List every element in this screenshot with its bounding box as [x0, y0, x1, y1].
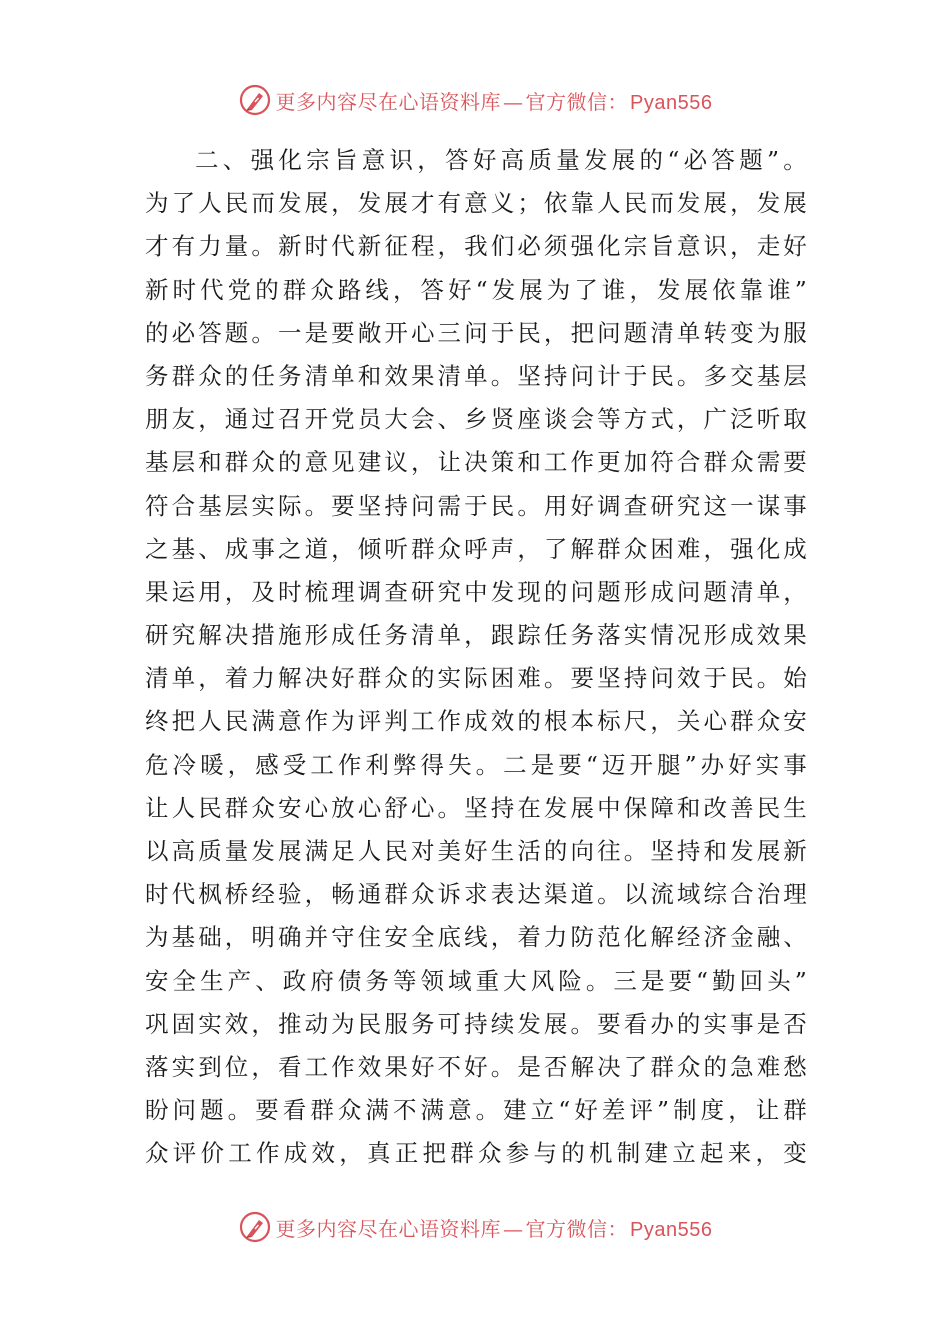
watermark-label: 官方微信： — [525, 1216, 629, 1241]
body-line: 众评价工作成效，真正把群众参与的机制建立起来，变 — [145, 1139, 807, 1168]
body-line: 的必答题。一是要敞开心三问于民，把问题清单转变为服 — [145, 318, 807, 347]
watermark-account: Pyan556 — [630, 1218, 713, 1241]
document-body — [145, 139, 807, 1176]
body-line: 才有力量。新时代新征程，我们必须强化宗旨意识，走好 — [145, 232, 807, 261]
body-line: 巩固实效，推动为民服务可持续发展。要看办的实事是否 — [145, 1009, 807, 1038]
body-line: 为基础，明确并守住安全底线，着力防范化解经济金融、 — [145, 923, 807, 952]
body-line: 以高质量发展满足人民对美好生活的向往。坚持和发展新 — [145, 837, 807, 865]
watermark-account: Pyan556 — [630, 91, 713, 114]
watermark-label: 官方微信： — [525, 89, 629, 114]
watermark-brand: 更多内容尽在心语资料库 — [275, 1216, 502, 1241]
header-watermark — [0, 80, 950, 120]
body-line: 盼问题。要看群众满不满意。建立“好差评”制度，让群 — [145, 1096, 807, 1125]
pen-nib-logo-icon — [238, 1210, 272, 1244]
body-line: 落实到位，看工作效果好不好。是否解决了群众的急难愁 — [145, 1052, 807, 1081]
body-line: 为了人民而发展，发展才有意义；依靠人民而发展，发展 — [145, 189, 807, 218]
body-line: 符合基层实际。要坚持问需于民。用好调查研究这一谋事 — [145, 491, 807, 520]
body-line: 时代枫桥经验，畅通群众诉求表达渠道。以流域综合治理 — [145, 880, 807, 909]
body-line: 研究解决措施形成任务清单，跟踪任务落实情况形成效果 — [145, 621, 807, 650]
watermark-text — [276, 1213, 713, 1242]
watermark-brand: 更多内容尽在心语资料库 — [275, 89, 502, 114]
body-line: 新时代党的群众路线，答好“发展为了谁，发展依靠谁” — [145, 275, 807, 304]
body-line: 终把人民满意作为评判工作成效的根本标尺，关心群众安 — [145, 707, 807, 736]
body-line: 基层和群众的意见建议，让决策和工作更加符合群众需要 — [145, 448, 807, 477]
watermark-text — [276, 86, 713, 115]
body-line: 果运用，及时梳理调查研究中发现的问题形成问题清单， — [145, 577, 807, 606]
body-line: 二、强化宗旨意识，答好高质量发展的“必答题”。 — [195, 146, 807, 174]
body-line: 让人民群众安心放心舒心。坚持在发展中保障和改善民生 — [145, 793, 807, 822]
watermark-separator: — — [503, 89, 524, 114]
pen-nib-logo-icon — [238, 83, 272, 117]
footer-watermark — [0, 1207, 950, 1247]
body-line: 务群众的任务清单和效果清单。坚持问计于民。多交基层 — [145, 361, 807, 390]
watermark-separator: — — [503, 1216, 524, 1241]
body-line: 危冷暖，感受工作利弊得失。二是要“迈开腿”办好实事 — [145, 750, 807, 779]
body-line: 朋友，通过召开党员大会、乡贤座谈会等方式，广泛听取 — [145, 405, 807, 434]
body-line: 清单，着力解决好群众的实际困难。要坚持问效于民。始 — [145, 664, 807, 693]
body-line: 安全生产、政府债务等领域重大风险。三是要“勤回头” — [145, 966, 807, 995]
body-line: 之基、成事之道，倾听群众呼声，了解群众困难，强化成 — [145, 534, 807, 563]
